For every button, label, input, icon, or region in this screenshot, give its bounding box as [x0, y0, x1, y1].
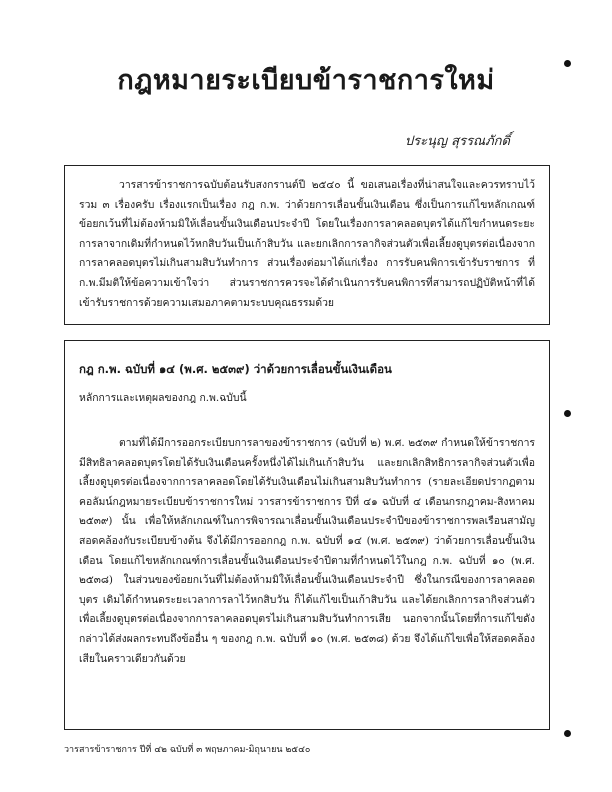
- punch-hole-middle: [564, 410, 571, 417]
- author-name: ประนุญ สุรรณภักดิ์: [404, 134, 510, 149]
- intro-paragraph: วารสารข้าราชการฉบับต้อนรับสงกรานต์ปี ๒๕๔๐ นี้ ขอเสนอเรื่องที่น่าสนใจและควรทราบไว้ รวม ๓ เรื่องครับ เรื่องแรกเป็นเรื่อง กฎ ก.พ. ว่าด้วยการเลื่อนขั้นเงินเดือน ซึ่งเป็นการแก้ไขหลักเกณฑ์ข้อยกเว้นที่ไม่ต้องห้ามมิให้เลื่อนขั้นเงินเดือนประจำปี โดยในเรื่องการลาคลอดบุตรได้แก้ไขกำหนดระยะการลาจากเดิมที่กำหนดไว้หกสิบวันเป็นเก้าสิบวัน และยกเลิกการลากิจส่วนตัวเพื่อเลี้ยงดูบุตรต่อเนื่องจากการลาคลอดบุตรไม่เกินสามสิบวันทำการ ส่วนเรื่องต่อมาได้แก่เรื่อง การรับคนพิการเข้ารับราชการ ที่ ก.พ.มีมติให้ข้อความเข้าใจว่า ส่วนราชการควรจะได้ดำเนินการรับคนพิการที่สามารถปฏิบัติหน้าที่ได้ เข้ารับราชการด้วยความเสมอภาคตามระบบคุณธรรมด้วย: [79, 179, 535, 309]
- intro-box: [64, 165, 550, 325]
- punch-hole-bottom: [564, 730, 571, 737]
- section-box: [64, 340, 550, 730]
- punch-hole-top: [564, 60, 571, 67]
- page-title: กฎหมายระเบียบข้าราชการใหม่: [117, 65, 495, 96]
- section-subheading: หลักการและเหตุผลของกฎ ก.พ.ฉบับนี้: [79, 392, 247, 404]
- page-footer: วารสารข้าราชการ ปีที่ ๔๒ ฉบับที่ ๓ พฤษภาคม-มิถุนายน ๒๕๔๐: [64, 745, 311, 755]
- body-paragraph: ตามที่ได้มีการออกระเบียบการลาของข้าราชการ (ฉบับที่ ๒) พ.ศ. ๒๕๓๙ กำหนดให้ข้าราชการมีสิทธิลาคลอดบุตรโดยได้รับเงินเดือนครั้งหนึ่งได้ไม่เกินเก้าสิบวัน และยกเลิกสิทธิการลากิจส่วนตัวเพื่อเลี้ยงดูบุตรต่อเนื่องจากการลาคลอดโดยได้รับเงินเดือนไม่เกินสามสิบวันทำการ (รายละเอียดปรากฏตามคอลัมน์กฎหมายระเบียบข้าราชการใหม่ วารสารข้าราชการ ปีที่ ๔๑ ฉบับที่ ๔ เดือนกรกฎาคม-สิงหาคม ๒๕๓๙) นั้น เพื่อให้หลักเกณฑ์ในการพิจารณาเลื่อนขั้นเงินเดือนประจำปีของข้าราชการพลเรือนสามัญสอดคล้องกับระเบียบข้างต้น จึงได้มีการออกกฎ ก.พ. ฉบับที่ ๑๔ (พ.ศ. ๒๕๓๙) ว่าด้วยการเลื่อนขั้นเงินเดือน โดยแก้ไขหลักเกณฑ์การเลื่อนขั้นเงินเดือนประจำปีตามที่กำหนดไว้ในกฎ ก.พ. ฉบับที่ ๑๐ (พ.ศ. ๒๕๓๘) ในส่วนของข้อยกเว้นที่ไม่ต้องห้ามมิให้เลื่อนขั้นเงินเดือนประจำปี ซึ่งในกรณีของการลาคลอดบุตร เดิมได้กำหนดระยะเวลาการลาไว้หกสิบวัน ก็ได้แก้ไขเป็นเก้าสิบวัน และได้ยกเลิกการลากิจส่วนตัวเพื่อเลี้ยงดูบุตรต่อเนื่องจากการลาคลอดบุตรไม่เกินสามสิบวันทำการเสีย นอกจากนั้นโดยที่การแก้ไขดังกล่าวได้ส่งผลกระทบถึงข้ออื่น ๆ ของกฎ ก.พ. ฉบับที่ ๑๐ (พ.ศ. ๒๕๓๘) ด้วย จึงได้แก้ไขเพื่อให้สอดคล้องเสียในคราวเดียวกันด้วย: [79, 437, 535, 665]
- section-heading: กฎ ก.พ. ฉบับที่ ๑๔ (พ.ศ. ๒๕๓๙) ว่าด้วยการเลื่อนขั้นเงินเดือน: [79, 362, 392, 376]
